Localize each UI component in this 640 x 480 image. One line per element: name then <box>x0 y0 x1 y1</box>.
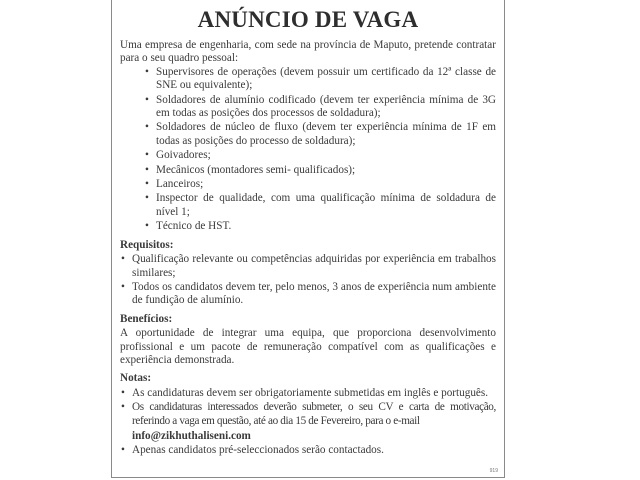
list-item: • Os candidaturas interessados deverão submeter, o seu CV e carta de motivação, referindo a vaga em questão, até ao dia 15 de Fevereiro, para o e-mail <box>120 401 496 428</box>
intro-paragraph: Uma empresa de engenharia, com sede na província de Maputo, pretende contratar para o seu quadro pessoal: <box>120 39 496 65</box>
positions-list <box>144 66 496 234</box>
list-item: • Soldadores de núcleo de fluxo (devem ter experiência mínima de 1F em todas as posições do processo de soldadura); <box>144 121 496 148</box>
list-item: • Técnico de HST. <box>144 220 496 233</box>
ad-body <box>120 39 496 459</box>
list-item: • Goivadores; <box>144 149 496 162</box>
job-ad-frame <box>111 0 505 478</box>
list-item: • Inspector de qualidade, com uma qualificação mínima de soldadura de nível 1; <box>144 192 496 219</box>
list-item: • Todos os candidatos devem ter, pelo menos, 3 anos de experiência num ambiente de fundição de alumínio. <box>120 281 496 308</box>
list-item: • As candidaturas devem ser obrigatoriamente submetidas em inglês e português. <box>120 387 496 400</box>
list-item: • Supervisores de operações (devem possuir um certificado da 12ª classe de SNE ou equivalente); <box>144 66 496 93</box>
benefits-heading: Benefícios: <box>120 312 173 325</box>
list-item: • Lanceiros; <box>144 178 496 191</box>
list-item: • Qualificação relevante ou competências adquiridas por experiência em trabalhos similares; <box>120 253 496 280</box>
final-notes-list <box>120 444 496 457</box>
notes-heading: Notas: <box>120 372 152 385</box>
contact-email[interactable]: info@zikhuthaliseni.com <box>132 429 251 442</box>
page-title: ANÚNCIO DE VAGA <box>197 7 419 32</box>
benefits-paragraph: A oportunidade de integrar uma equipa, que proporciona desenvolvimento profissional e um pacote de remuneração compatível com as qualificações e experiência demonstrada. <box>120 327 496 366</box>
requirements-heading: Requisitos: <box>120 238 174 251</box>
requirements-list <box>120 253 496 308</box>
list-item: • Soldadores de alumínio codificado (devem ter experiência mínima de 3G em todas as posições dos processos de soldadura); <box>144 94 496 121</box>
notes-list <box>120 387 496 428</box>
list-item: • Apenas candidatos pré-seleccionados serão contactados. <box>120 444 496 457</box>
list-item: • Mecânicos (montadores semi- qualificados); <box>144 164 496 177</box>
reference-code: 919 <box>489 468 498 474</box>
